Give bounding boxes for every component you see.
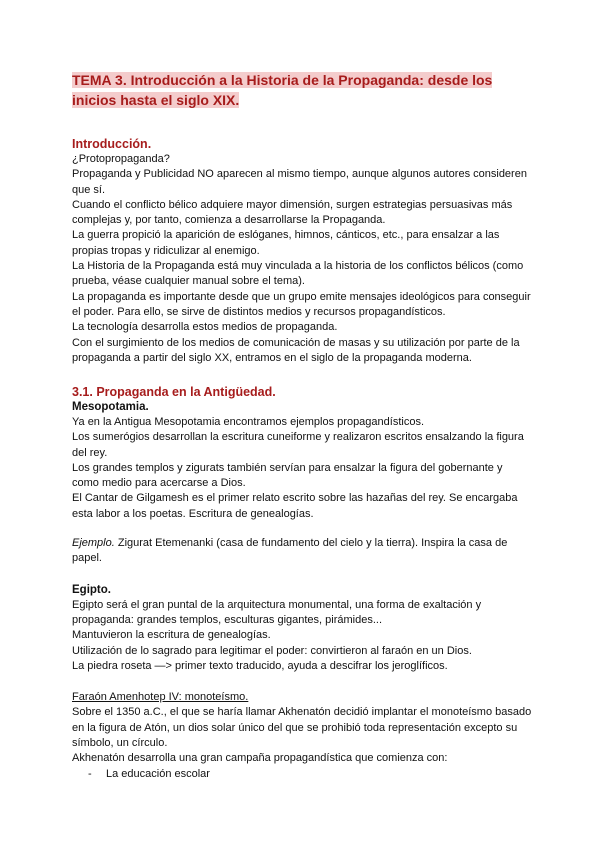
farao-heading: Faraón Amenhotep IV: monoteísmo.: [72, 691, 249, 704]
intro-section: [72, 136, 532, 366]
intro-heading: Introducción.: [72, 137, 152, 151]
list-item: - La educación escolar: [90, 767, 532, 782]
mesopotamia-paragraph: El Cantar de Gilgamesh es el primer relato escrito sobre las hazañas del rey. Se encargaba esta labor a los poetas. Escritura de genealogías.: [72, 492, 518, 520]
egipto-paragraph: Mantuvieron la escritura de genealogías.: [72, 629, 271, 642]
mesopotamia-heading: Mesopotamia.: [72, 401, 149, 413]
intro-paragraph: La tecnología desarrolla estos medios de propaganda.: [72, 321, 338, 334]
example-paragraph: [72, 536, 532, 567]
intro-paragraph: La guerra propició la aparición de eslóganes, himnos, cánticos, etc., para ensalzar a las propias tropas y ridiculizar al enemigo.: [72, 229, 500, 257]
egipto-paragraph: La piedra roseta —> primer texto traducido, ayuda a descifrar los jeroglíficos.: [72, 659, 448, 672]
example-text: Zigurat Etemenanki (casa de fundamento del cielo y la tierra). Inspira la casa de papel.: [72, 537, 508, 565]
intro-paragraph: ¿Protopropaganda?: [72, 153, 170, 165]
egipto-paragraph: Egipto será el gran puntal de la arquitectura monumental, una forma de exaltación y propaganda: grandes templos, esculturas gigantes, pirámides...: [72, 598, 482, 626]
campaign-list: [72, 767, 532, 782]
document-title: [72, 70, 522, 110]
intro-paragraph: Cuando el conflicto bélico adquiere mayor dimensión, surgen estrategias persuasivas más complejas y, por tanto, comienza a desarrollarse la Propaganda.: [72, 198, 513, 227]
document-page: [72, 70, 532, 110]
mesopotamia-paragraph: Los sumerógios desarrollan la escritura cuneiforme y realizaron escritos ensalzando la figura del rey.: [72, 431, 524, 459]
title-highlight: TEMA 3. Introducción a la Historia de la Propaganda: desde los inicios hasta el siglo XIX.: [72, 72, 493, 108]
egipto-paragraph: Utilización de lo sagrado para legitimar el poder: convirtieron al faraón en un Dios.: [72, 644, 472, 657]
intro-paragraph: La Historia de la Propaganda está muy vinculada a la historia de los conflictos bélicos (como prueba, véase cualquier manual sobre el tema).: [72, 260, 524, 288]
intro-paragraph: Propaganda y Publicidad NO aparecen al mismo tiempo, aunque algunos autores consideren que sí.: [72, 168, 527, 196]
farao-paragraph: Sobre el 1350 a.C., el que se haría llamar Akhenatón decidió implantar el monoteísmo basado en la figura de Atón, un dios solar único del que se prohibió toda representación excepto su símbolo, un círculo.: [72, 706, 532, 750]
mesopotamia-paragraph: Los grandes templos y zigurats también servían para ensalzar la figura del gobernante y como medio para acercarse a Dios.: [72, 461, 503, 490]
intro-paragraph: Con el surgimiento de los medios de comunicación de masas y su utilización por parte de la propaganda a partir del siglo XX, entramos en el siglo de la propaganda moderna.: [72, 336, 520, 364]
example-label: Ejemplo.: [72, 537, 115, 550]
section-3-1-heading: 3.1. Propaganda en la Antigüedad.: [72, 385, 276, 399]
farao-paragraph: Akhenatón desarrolla una gran campaña propagandística que comienza con:: [72, 752, 448, 765]
section-3-1: [72, 384, 532, 782]
intro-paragraph: La propaganda es importante desde que un grupo emite mensajes ideológicos para conseguir el poder. Para ello, se sirve de distintos medios y recursos propagandísticos.: [72, 290, 531, 318]
egipto-heading: Egipto.: [72, 583, 111, 596]
mesopotamia-paragraph: Ya en la Antigua Mesopotamia encontramos ejemplos propagandísticos.: [72, 416, 425, 428]
